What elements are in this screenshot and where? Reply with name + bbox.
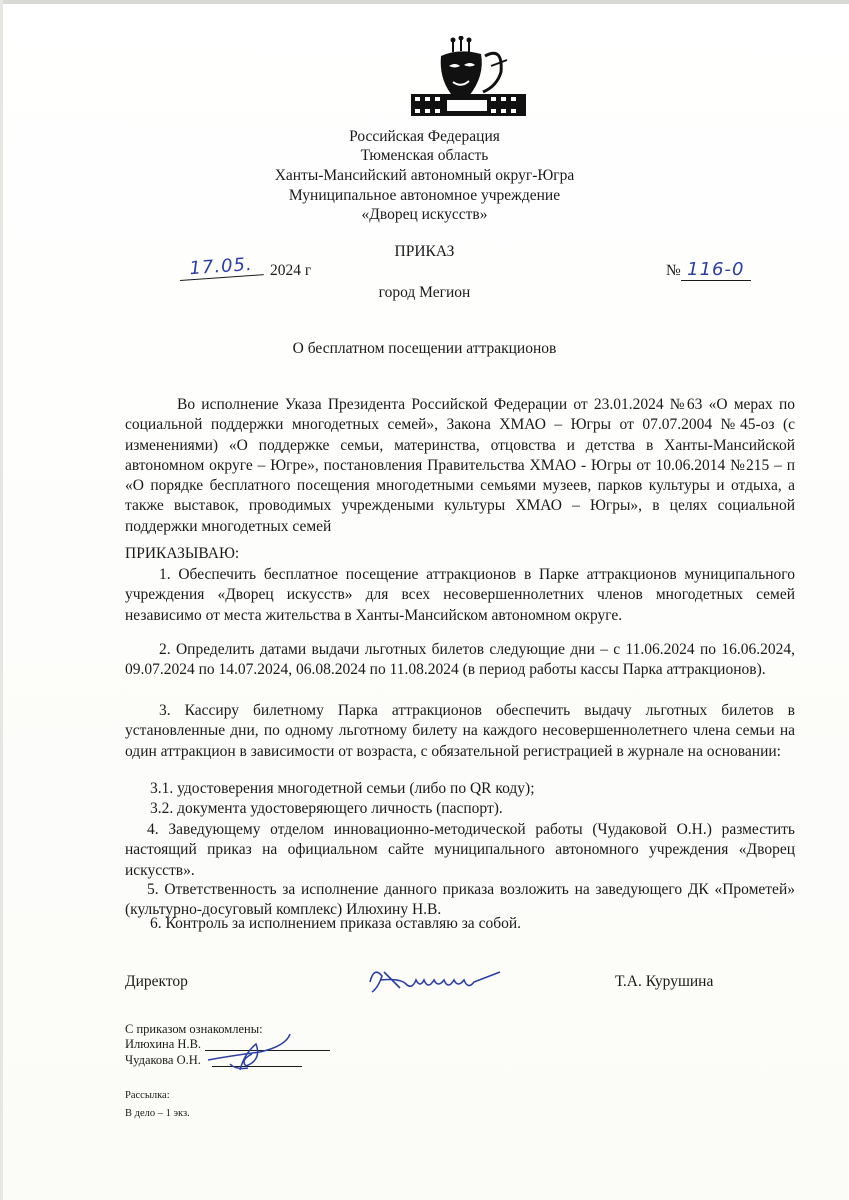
acknowledgement-label: С приказом ознакомлены: — [125, 1022, 263, 1036]
order-item-5: 5. Ответственность за исполнение данного приказа возложить на заведующего ДК «Прометей» (культурно-досуговый комплекс) Илюхину Н.В. — [125, 881, 795, 919]
order-item-3-1: 3.1. удостоверения многодетной семьи (либо по QR коду); — [150, 780, 535, 797]
handwritten-number: 116-0 — [681, 259, 751, 281]
order-subject: О бесплатном посещении аттракционов — [292, 340, 557, 357]
order-item-2: 2. Определить датами выдачи льготных билетов следующие дни – с 11.06.2024 по 16.06.2024, 09.07.2024 по 14.07.2024, 06.08.2024 по 11.08.2024 (в период работы кассы Парка аттракционов). — [125, 641, 795, 679]
number-sign: № — [666, 262, 681, 279]
director-title: Директор — [125, 973, 188, 990]
prikazyvayu-heading: ПРИКАЗЫВАЮ: — [125, 545, 240, 562]
header-country: Российская Федерация — [349, 128, 500, 145]
preamble-paragraph: Во исполнение Указа Президента Российской Федерации от 23.01.2024 №63 «О мерах по социальной поддержки многодетных семей», Закона ХМАО – Югры от 07.07.2004 №45-оз (с изменениями) «О поддержке семьи, материнства, отцовства и детства в Ханты-Мансийской автономном округе – Югре», постановления Правительства ХМАО - Югры от 10.06.2014 №215 – п «О порядке бесплатного посещения многодетными семьями музеев, парков культуры и отдыха, а также выставок, проводимых учреждеными культуры ХМАО – Югры», в целях социальной поддержки многодетных семей — [125, 396, 795, 535]
header-institution-name: «Дворец искусств» — [361, 206, 488, 223]
acknowledgement-person-2: Чудакова О.Н. — [125, 1053, 201, 1067]
director-name: Т.А. Курушина — [615, 973, 714, 990]
order-item-3-2: 3.2. документа удостоверяющего личность (паспорт). — [150, 800, 503, 817]
acknowledgement-person-1: Илюхина Н.В. — [125, 1037, 202, 1051]
header-institution-type: Муниципальное автономное учреждение — [288, 187, 561, 204]
order-number — [666, 259, 751, 281]
order-item-4: 4. Заведующему отделом инновационно-методической работы (Чудаковой О.Н.) разместить настоящий приказ на официальном сайте муниципального автономного учреждения «Дворец искусств». — [125, 821, 795, 879]
acknowledgement-signature — [200, 1030, 295, 1076]
order-item-1: 1. Обеспечить бесплатное посещение аттракционов в Парке аттракционов муниципального учреждения «Дворец искусств» для всех несовершеннолетних членов многодетных семей независимо от места жительства в Ханты-Мансийском автономном округе. — [125, 566, 795, 624]
order-title: ПРИКАЗ — [394, 243, 455, 260]
mailing-item: В дело – 1 экз. — [125, 1108, 190, 1119]
director-signature — [360, 958, 510, 998]
order-year: 2024 г — [270, 262, 312, 279]
order-item-6: 6. Контроль за исполнением приказа оставляю за собой. — [150, 915, 522, 932]
order-date — [180, 253, 312, 281]
mailing-label: Рассылка: — [125, 1090, 170, 1101]
handwritten-date: 17.05. — [178, 253, 263, 281]
order-city: город Мегион — [378, 284, 471, 301]
header-region: Тюменская область — [360, 147, 489, 164]
palace-of-arts-logo — [411, 36, 526, 120]
header-okrug: Ханты-Мансийский автономный округ-Югра — [274, 167, 575, 184]
scan-edge-top — [0, 0, 849, 4]
order-item-3: 3. Кассиру билетному Парка аттракционов обеспечить выдачу льготных билетов в установленные дни, по одному льготному билету на каждого несовершеннолетнего члена семьи на один аттракцион в зависимости от возраста, с обязательной регистрацией в журнале на основании: — [125, 702, 795, 760]
